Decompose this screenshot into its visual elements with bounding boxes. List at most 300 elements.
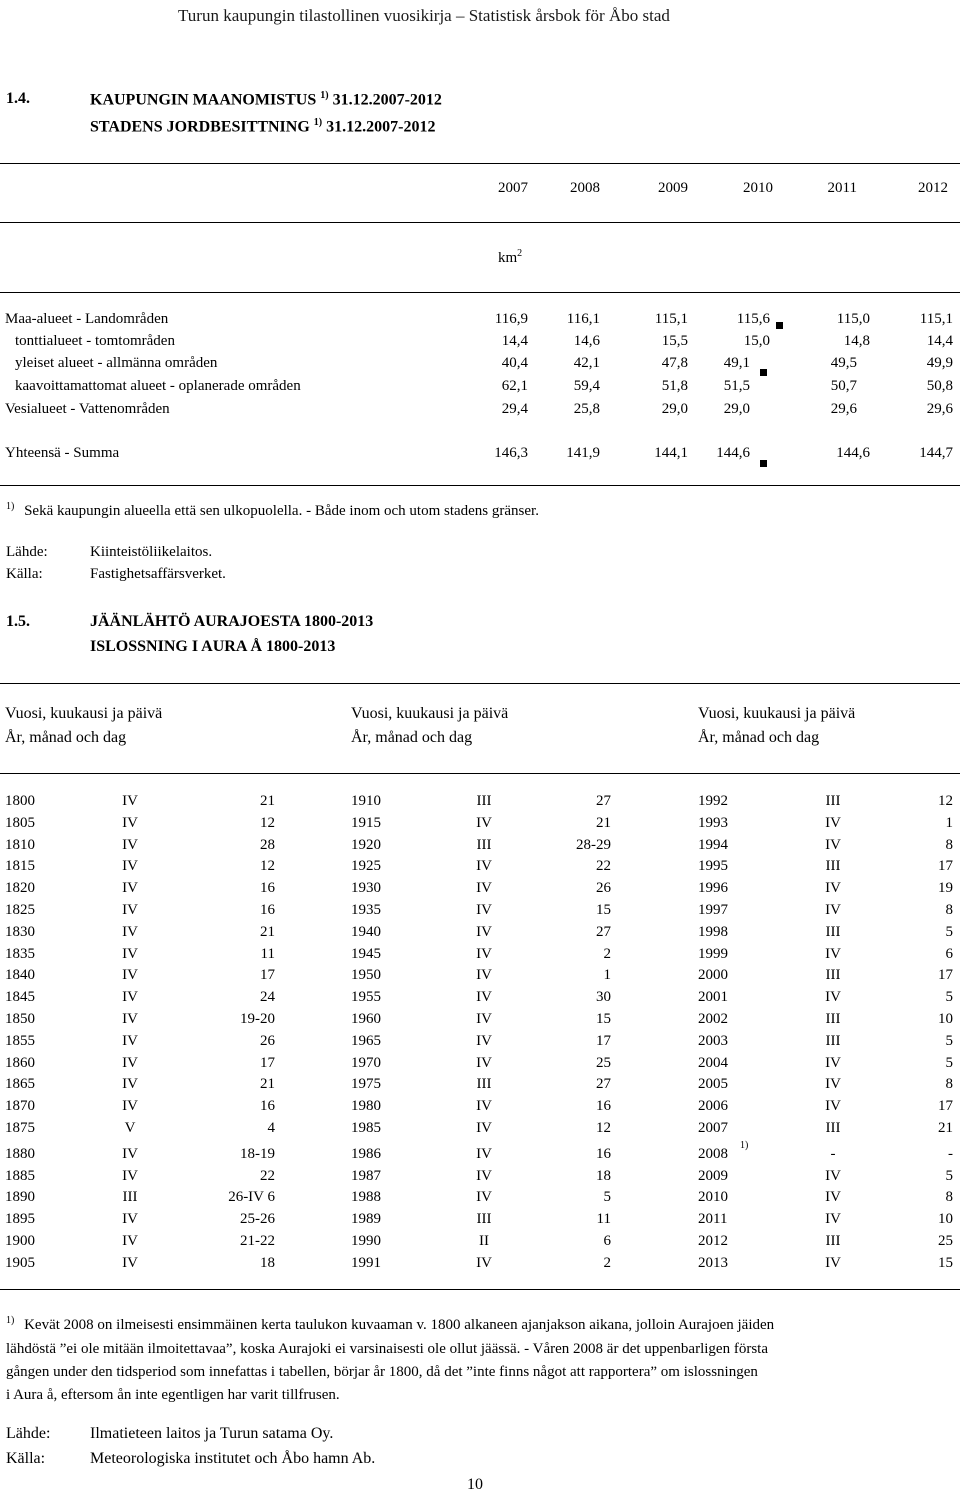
month-cell: - <box>830 1145 836 1162</box>
day-cell: 5 <box>945 923 953 940</box>
month-cell: IV <box>476 1167 492 1184</box>
cell-value: 15,5 <box>661 333 688 349</box>
source-fi: Ilmatieteen laitos ja Turun satama Oy. <box>90 1425 334 1442</box>
year-header: 2009 <box>658 180 688 196</box>
day-cell: 16 <box>260 1098 275 1115</box>
section-title-fi: JÄÄNLÄHTÖ AURAJOESTA 1800-2013 <box>90 613 374 630</box>
year-cell: 2010 <box>698 1189 728 1206</box>
day-cell: 12 <box>260 858 275 875</box>
day-cell: 8 <box>945 1076 953 1093</box>
year-header-row <box>0 180 960 202</box>
year-cell: 1988 <box>351 1189 381 1206</box>
day-cell: 17 <box>596 1032 611 1049</box>
source-label-fi: Lähde: <box>6 1425 51 1442</box>
year-cell: 2001 <box>698 989 728 1006</box>
year-cell: 1980 <box>351 1098 381 1115</box>
month-cell: IV <box>476 1054 492 1071</box>
year-cell: 1990 <box>351 1233 381 1249</box>
ice-table-row <box>0 1098 960 1120</box>
ice-table-row <box>0 1139 960 1168</box>
month-cell: III <box>825 793 841 809</box>
year-cell: 1999 <box>698 945 728 962</box>
month-cell: III <box>476 1076 492 1093</box>
year-header: 2012 <box>918 180 948 196</box>
table-row <box>0 401 960 423</box>
cell-value: 25,8 <box>573 401 600 417</box>
day-cell: 8 <box>945 1189 953 1206</box>
year-cell: 1895 <box>5 1211 35 1228</box>
month-cell: III <box>476 1211 492 1228</box>
month-cell: IV <box>122 1145 138 1162</box>
day-cell: 16 <box>260 902 275 918</box>
month-cell: IV <box>825 1254 841 1271</box>
year-cell: 1875 <box>5 1120 35 1136</box>
year-cell: 1865 <box>5 1076 35 1093</box>
year-cell: 2002 <box>698 1011 728 1027</box>
cell-value: 29,4 <box>501 401 528 417</box>
cell-value: 50,7 <box>830 378 857 394</box>
day-cell: 21 <box>260 1076 275 1093</box>
year-cell: 1994 <box>698 836 728 853</box>
year-cell: 1935 <box>351 902 381 918</box>
ice-table-row <box>0 989 960 1011</box>
ice-table-row <box>0 1233 960 1255</box>
month-cell: III <box>825 967 841 984</box>
year-cell: 1905 <box>5 1254 35 1271</box>
ice-table-row <box>0 1189 960 1211</box>
year-header: 2007 <box>498 180 528 196</box>
year-cell: 1989 <box>351 1211 381 1228</box>
month-cell: III <box>825 858 841 875</box>
year-cell: 1900 <box>5 1233 35 1249</box>
day-cell: 6 <box>603 1233 611 1249</box>
col-header-sv: År, månad och dag <box>698 729 820 746</box>
month-cell: IV <box>476 923 492 940</box>
cell-value: 50,8 <box>926 378 953 394</box>
day-cell: 17 <box>260 1054 275 1071</box>
source-sv: Fastighetsaffärsverket. <box>90 566 226 582</box>
month-cell: IV <box>122 1032 138 1049</box>
table-row <box>0 355 960 377</box>
month-cell: III <box>825 1233 841 1249</box>
year-cell: 1965 <box>351 1032 381 1049</box>
year-cell: 1910 <box>351 793 381 809</box>
table-row <box>0 311 960 333</box>
source-label-sv: Källa: <box>6 566 43 582</box>
year-cell: 1986 <box>351 1145 381 1162</box>
cell-value: 49,5 <box>830 355 857 371</box>
cell-value: 49,9 <box>926 355 953 371</box>
month-cell: IV <box>122 1167 138 1184</box>
day-cell: 1 <box>603 967 611 984</box>
ice-table-row <box>0 1120 960 1142</box>
year-cell: 1997 <box>698 902 728 918</box>
ice-table-row <box>0 1255 960 1277</box>
day-cell: 12 <box>260 814 275 831</box>
cell-value: 62,1 <box>501 378 528 394</box>
day-cell: 5 <box>945 989 953 1006</box>
month-cell: IV <box>476 989 492 1006</box>
cell-value: 14,8 <box>843 333 870 349</box>
title-sv-date: 31.12.2007-2012 <box>326 118 436 136</box>
day-cell: 28 <box>260 836 275 853</box>
month-cell: IV <box>122 836 138 853</box>
break-marker-icon <box>760 455 767 472</box>
day-cell: 26-IV 6 <box>228 1189 275 1206</box>
year-cell: 2003 <box>698 1032 728 1049</box>
year-cell: 1800 <box>5 793 35 809</box>
year-cell: 1955 <box>351 989 381 1006</box>
day-cell: 24 <box>260 989 275 1006</box>
year-cell: 1815 <box>5 858 35 875</box>
day-cell: 19-20 <box>240 1011 275 1027</box>
cell-value: 115,0 <box>836 311 870 327</box>
cell-value: 29,6 <box>926 401 953 417</box>
document-header: Turun kaupungin tilastollinen vuosikirja – Statistisk årsbok för Åbo stad <box>178 6 670 25</box>
cell-value: 144,6 <box>716 445 750 461</box>
year-cell: 1992 <box>698 793 728 809</box>
year-cell: 2005 <box>698 1076 728 1093</box>
day-cell: 17 <box>938 967 953 984</box>
month-cell: IV <box>122 902 138 918</box>
section-title-fi <box>90 90 442 109</box>
year-cell: 2006 <box>698 1098 728 1115</box>
day-cell: 10 <box>938 1211 953 1228</box>
year-cell: 2004 <box>698 1054 728 1071</box>
month-cell: IV <box>476 1145 492 1162</box>
col-header-fi: Vuosi, kuukausi ja päivä <box>5 705 163 722</box>
month-cell: IV <box>122 1233 138 1249</box>
row-label: yleiset alueet - allmänna områden <box>15 355 218 371</box>
day-cell: 4 <box>267 1120 275 1136</box>
ice-table-row <box>0 967 960 989</box>
year-cell: 1991 <box>351 1254 381 1271</box>
cell-value: 51,8 <box>661 378 688 394</box>
year-cell: 2000 <box>698 967 728 984</box>
month-cell: IV <box>825 1167 841 1184</box>
day-cell: 21 <box>596 814 611 831</box>
ice-table-row <box>0 1168 960 1190</box>
year-cell: 2011 <box>698 1211 728 1228</box>
footnote-marker: 1) <box>6 501 15 512</box>
day-cell: 18-19 <box>240 1145 275 1162</box>
year-cell: 1810 <box>5 836 35 853</box>
month-cell: IV <box>122 989 138 1006</box>
year-cell: 2012 <box>698 1233 728 1249</box>
day-cell: 2 <box>603 1254 611 1271</box>
day-cell: 1 <box>945 814 953 831</box>
cell-value: 49,1 <box>723 355 750 371</box>
month-cell: IV <box>825 902 841 918</box>
cell-value: 144,6 <box>836 445 870 461</box>
unit-label <box>498 248 522 267</box>
day-cell: 15 <box>596 902 611 918</box>
cell-value: 29,6 <box>830 401 857 417</box>
page-number: 10 <box>467 1476 483 1493</box>
table-row <box>0 378 960 400</box>
day-cell: 22 <box>260 1167 275 1184</box>
month-cell: IV <box>825 1189 841 1206</box>
col-header-fi: Vuosi, kuukausi ja päivä <box>698 705 856 722</box>
year-cell: 2007 <box>698 1120 728 1136</box>
year-cell: 1855 <box>5 1032 35 1049</box>
day-cell: 25-26 <box>240 1211 275 1228</box>
ice-table-row <box>0 1011 960 1033</box>
year-cell: 1970 <box>351 1054 381 1071</box>
month-cell: II <box>479 1233 489 1249</box>
cell-value: 47,8 <box>661 355 688 371</box>
year-cell: 1996 <box>698 880 728 897</box>
day-cell: 5 <box>945 1032 953 1049</box>
table-rule <box>0 163 960 164</box>
cell-value: 116,9 <box>494 311 528 327</box>
day-cell: 21-22 <box>240 1233 275 1249</box>
day-cell: 30 <box>596 989 611 1006</box>
title-footnote-marker: 1) <box>320 90 329 101</box>
break-marker-icon <box>776 317 783 334</box>
year-cell: 1915 <box>351 814 381 831</box>
month-cell: IV <box>476 1120 492 1136</box>
month-cell: IV <box>825 836 841 853</box>
section-title-sv: ISLOSSNING I AURA Å 1800-2013 <box>90 638 336 655</box>
year-cell: 1805 <box>5 814 35 831</box>
day-cell: 11 <box>596 1211 611 1228</box>
row-label: tonttialueet - tomtområden <box>15 333 175 349</box>
cell-value: 115,6 <box>736 311 770 327</box>
footnote-line: Kevät 2008 on ilmeisesti ensimmäinen kerta taulukon kuvaaman v. 1800 alkaneen ajanjakson aikana, jolloin Aurajoen jäiden <box>24 1317 775 1333</box>
month-cell: IV <box>122 945 138 962</box>
day-cell: 8 <box>945 836 953 853</box>
row-label: Maa-alueet - Landområden <box>5 311 169 327</box>
year-cell: 2008 <box>698 1145 728 1162</box>
year-cell: 1960 <box>351 1011 381 1027</box>
year-cell: 1998 <box>698 923 728 940</box>
day-cell: 12 <box>938 793 953 809</box>
ice-table-row <box>0 793 960 815</box>
month-cell: IV <box>825 1098 841 1115</box>
col-header-sv: År, månad och dag <box>351 729 473 746</box>
day-cell: 26 <box>260 1032 275 1049</box>
year-cell: 1940 <box>351 923 381 940</box>
year-cell: 1860 <box>5 1054 35 1071</box>
source-sv: Meteorologiska institutet och Åbo hamn Ab. <box>90 1450 376 1467</box>
year-cell: 1890 <box>5 1189 35 1206</box>
month-cell: III <box>825 923 841 940</box>
year-cell: 1950 <box>351 967 381 984</box>
cell-value: 14,6 <box>573 333 600 349</box>
day-cell: 15 <box>938 1254 953 1271</box>
month-cell: IV <box>476 858 492 875</box>
month-cell: IV <box>476 1011 492 1027</box>
cell-value: 29,0 <box>723 401 750 417</box>
month-cell: IV <box>825 880 841 897</box>
year-cell: 1870 <box>5 1098 35 1115</box>
month-cell: IV <box>825 945 841 962</box>
year-cell: 1825 <box>5 902 35 918</box>
ice-table-row <box>0 946 960 968</box>
ice-table-row <box>0 902 960 924</box>
day-cell: 27 <box>596 1076 611 1093</box>
footnote-line: i Aura å, eftersom ån inte egentligen har varit tillfrusen. <box>6 1387 340 1403</box>
footnote <box>6 501 539 520</box>
ice-table-row <box>0 924 960 946</box>
month-cell: IV <box>476 1189 492 1206</box>
table-rule <box>0 1289 960 1290</box>
title-fi-text: KAUPUNGIN MAANOMISTUS <box>90 91 317 109</box>
total-label: Yhteensä - Summa <box>5 445 120 461</box>
section-number: 1.5. <box>6 613 30 630</box>
footnote-marker: 1) <box>6 1315 15 1326</box>
day-cell: 8 <box>945 902 953 918</box>
source-fi: Kiinteistöliikelaitos. <box>90 544 213 560</box>
day-cell: 25 <box>596 1054 611 1071</box>
cell-value: 144,7 <box>919 445 953 461</box>
footnote-line: lähdöstä ”ei ole mitään ilmoitettavaa”, koska Aurajoki ei varsinaisesti ole ollut jäässä. - Våren 2008 är det uppenbarligen första <box>6 1341 768 1357</box>
month-cell: V <box>124 1120 136 1136</box>
year-cell: 1925 <box>351 858 381 875</box>
day-cell: 5 <box>603 1189 611 1206</box>
section-number: 1.4. <box>6 90 30 107</box>
month-cell: IV <box>122 814 138 831</box>
month-cell: IV <box>825 989 841 1006</box>
month-cell: IV <box>122 1211 138 1228</box>
cell-value: 115,1 <box>654 311 688 327</box>
table-rule <box>0 222 960 223</box>
table-rule <box>0 485 960 486</box>
year-cell: 2009 <box>698 1167 728 1184</box>
col-header-fi: Vuosi, kuukausi ja päivä <box>351 705 509 722</box>
day-cell: 21 <box>260 793 275 809</box>
month-cell: IV <box>825 814 841 831</box>
month-cell: IV <box>476 1098 492 1115</box>
table-rule <box>0 773 960 774</box>
day-cell: 12 <box>596 1120 611 1136</box>
month-cell: III <box>825 1120 841 1136</box>
day-cell: 17 <box>260 967 275 984</box>
cell-value: 59,4 <box>573 378 600 394</box>
footnote-text: Sekä kaupungin alueella että sen ulkopuolella. - Både inom och utom stadens gränser. <box>24 503 539 519</box>
ice-table-row <box>0 1076 960 1098</box>
day-cell: 26 <box>596 880 611 897</box>
month-cell: IV <box>476 814 492 831</box>
month-cell: IV <box>476 1032 492 1049</box>
month-cell: III <box>825 1032 841 1049</box>
month-cell: IV <box>476 967 492 984</box>
month-cell: IV <box>122 1011 138 1027</box>
day-cell: 18 <box>260 1254 275 1271</box>
cell-value: 15,0 <box>743 333 770 349</box>
day-cell: 17 <box>938 1098 953 1115</box>
cell-value: 51,5 <box>723 378 750 394</box>
ice-table-row <box>0 1055 960 1077</box>
year-cell: 1850 <box>5 1011 35 1027</box>
day-cell: 16 <box>596 1145 611 1162</box>
month-cell: IV <box>122 793 138 809</box>
month-cell: IV <box>122 923 138 940</box>
cell-value: 14,4 <box>501 333 528 349</box>
month-cell: IV <box>476 880 492 897</box>
year-header: 2010 <box>743 180 773 196</box>
day-cell: - <box>948 1145 953 1162</box>
title-fi-date: 31.12.2007-2012 <box>332 91 442 109</box>
year-cell: 1995 <box>698 858 728 875</box>
year-cell: 1985 <box>351 1120 381 1136</box>
day-cell: 10 <box>938 1011 953 1027</box>
cell-value: 14,4 <box>926 333 953 349</box>
day-cell: 16 <box>260 880 275 897</box>
month-cell: IV <box>122 1076 138 1093</box>
year-cell: 1975 <box>351 1076 381 1093</box>
table-row <box>0 333 960 355</box>
day-cell: 21 <box>938 1120 953 1136</box>
month-cell: IV <box>122 1254 138 1271</box>
day-cell: 6 <box>945 945 953 962</box>
ice-table-row <box>0 1211 960 1233</box>
day-cell: 16 <box>596 1098 611 1115</box>
cell-value: 29,0 <box>661 401 688 417</box>
month-cell: IV <box>122 1054 138 1071</box>
year-cell: 1987 <box>351 1167 381 1184</box>
cell-value: 115,1 <box>919 311 953 327</box>
day-cell: 22 <box>596 858 611 875</box>
month-cell: III <box>476 793 492 809</box>
ice-table-row <box>0 1033 960 1055</box>
year-header: 2008 <box>570 180 600 196</box>
month-cell: III <box>122 1189 138 1206</box>
col-header-sv: År, månad och dag <box>5 729 127 746</box>
day-cell: 21 <box>260 923 275 940</box>
year-cell: 1845 <box>5 989 35 1006</box>
day-cell: 5 <box>945 1054 953 1071</box>
year-header: 2011 <box>827 180 857 196</box>
ice-table-row <box>0 880 960 902</box>
month-cell: III <box>476 836 492 853</box>
cell-value: 42,1 <box>573 355 600 371</box>
month-cell: IV <box>122 880 138 897</box>
day-cell: 19 <box>938 880 953 897</box>
year-cell: 1920 <box>351 836 381 853</box>
month-cell: IV <box>122 967 138 984</box>
title-sv-text: STADENS JORDBESITTNING <box>90 118 310 136</box>
source-label-fi: Lähde: <box>6 544 48 560</box>
year-cell: 1820 <box>5 880 35 897</box>
cell-value: 144,1 <box>654 445 688 461</box>
unit-text: km <box>498 250 518 266</box>
day-cell: 25 <box>938 1233 953 1249</box>
month-cell: IV <box>825 1211 841 1228</box>
day-cell: 28-29 <box>576 836 611 853</box>
table-rule <box>0 292 960 293</box>
cell-value: 116,1 <box>566 311 600 327</box>
month-cell: IV <box>476 945 492 962</box>
footnote <box>6 1315 774 1334</box>
year-cell: 2013 <box>698 1254 728 1271</box>
month-cell: IV <box>122 858 138 875</box>
month-cell: IV <box>476 902 492 918</box>
day-cell: 17 <box>938 858 953 875</box>
month-cell: IV <box>122 1098 138 1115</box>
year-cell: 1930 <box>351 880 381 897</box>
title-footnote-marker: 1) <box>313 117 323 128</box>
footnote-line: gången under den tidsperiod som innefattas i tabellen, börjar år 1800, då det ”inte finns något att rapportera” om islossningen <box>6 1364 758 1380</box>
year-cell: 1830 <box>5 923 35 940</box>
month-cell: IV <box>825 1076 841 1093</box>
year-cell: 1880 <box>5 1145 35 1162</box>
year-cell: 1993 <box>698 814 728 831</box>
footnote-marker: 1) <box>740 1139 749 1151</box>
day-cell: 11 <box>260 945 275 962</box>
row-label: Vesialueet - Vattenområden <box>5 401 170 417</box>
